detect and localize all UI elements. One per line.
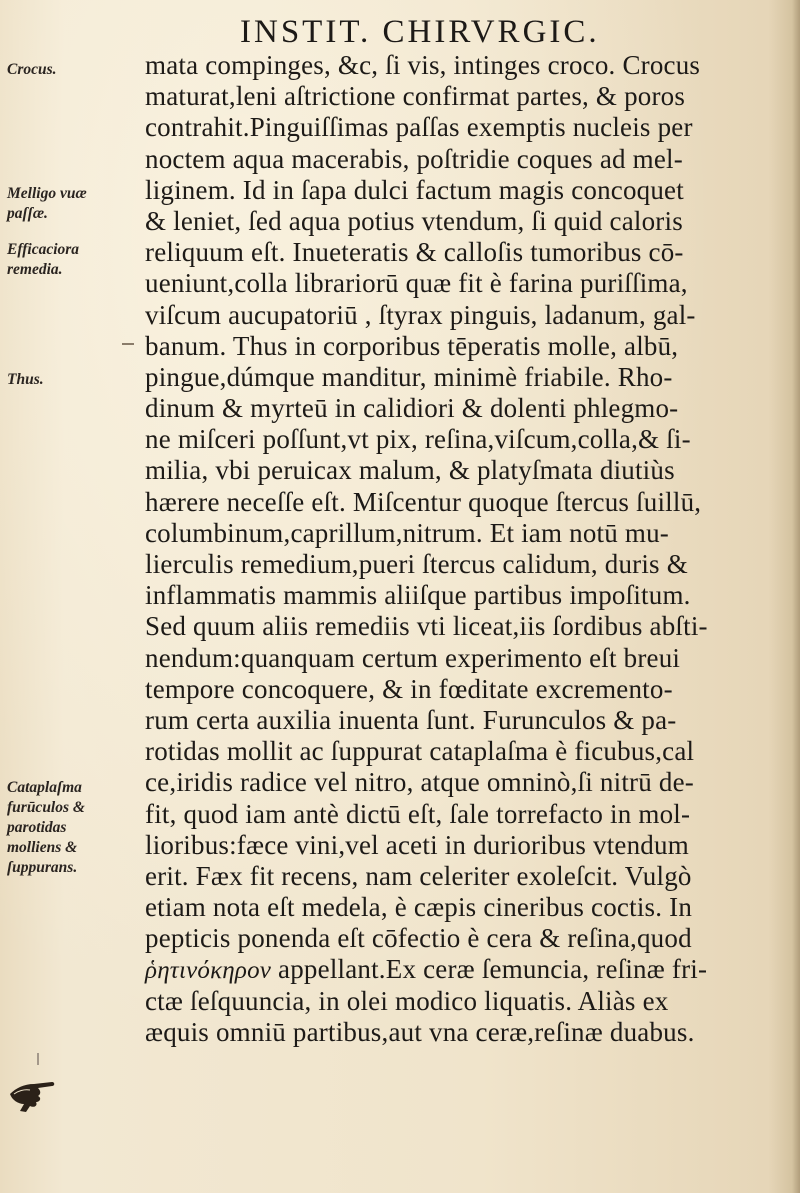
text-line: æquis omniū partibus,aut vna ceræ,reſinæ duabus.: [145, 1016, 695, 1047]
margin-note-line: remedia.: [7, 261, 63, 278]
text-line: ne miſceri poſſunt,vt pix, reſina,viſcum,colla,& ſi-: [145, 424, 691, 455]
text-line: dinum & myrteū in calidiori & dolenti phlegmo-: [145, 393, 679, 424]
running-head: INSTIT. CHIRVRGIC.: [240, 14, 600, 50]
text-line: ce,iridis radice vel nitro, atque omninò,ſi nitrū de-: [145, 767, 694, 798]
margin-dash: [122, 343, 134, 345]
text-line: fit, quod iam antè dictū eſt, ſale torrefacto in mol-: [145, 798, 691, 829]
text-line: nendum:quanquam certum experimento eſt breui: [145, 642, 681, 673]
text-line: banum. Thus in corporibus tēperatis molle, albū,: [145, 330, 679, 361]
text-line: rotidas mollit ac ſuppurat cataplaſma è ficubus,cal: [145, 736, 695, 767]
text-line: columbinum,caprillum,nitrum. Et iam notū mu-: [145, 517, 669, 548]
margin-note-crocus: [7, 60, 57, 80]
text-line: reliquum eſt. Inueteratis & calloſis tumoribus cō-: [145, 237, 684, 268]
margin-note-line: Melligo vuæ: [7, 185, 87, 202]
margin-note-line: ſuppurans.: [7, 859, 78, 876]
margin-note-line: Thus.: [7, 371, 44, 388]
text-line: noctem aqua macerabis, poſtridie coques ad mel-: [145, 143, 683, 174]
margin-note-line: Efficaciora: [7, 241, 80, 258]
margin-note-line: furūculos &: [7, 799, 85, 816]
text-line: viſcum aucupatoriū , ſtyrax pinguis, ladanum, gal-: [145, 299, 696, 330]
text-line: hærere neceſſe eſt. Miſcentur quoque ſtercus ſuillū,: [145, 486, 702, 517]
margin-note-cataplasma: [7, 778, 85, 878]
text-line: ueniunt,colla librariorū quæ fit è farina puriſſima,: [145, 268, 688, 299]
text-line: rum certa auxilia inuenta ſunt. Furunculos & pa-: [145, 704, 677, 735]
margin-note-line: Cataplaſma: [7, 779, 82, 796]
text-line: erit. Fæx fit recens, nam celeriter exoleſcit. Vulgò: [145, 860, 692, 891]
text-line: milia, vbi peruicax malum, & platyſmata diutiùs: [145, 455, 675, 486]
text-line: maturat,leni aſtrictione confirmat partes, & poros: [145, 81, 686, 112]
text-line: contrahit.Pinguiſſimas paſſas exemptis nucleis per: [145, 112, 693, 143]
text-line: pepticis ponenda eſt cōfectio è cera & reſina,quod: [145, 923, 692, 954]
text-line: tempore concoquere, & in fœditate excremento-: [145, 673, 673, 704]
text-line: etiam nota eſt medela, è cæpis cineribus coctis. In: [145, 892, 693, 923]
text-line-greek: [145, 954, 795, 985]
margin-note-line: Crocus.: [7, 61, 57, 78]
text-line-rest: appellant.Ex ceræ ſemuncia, reſinæ fri-: [278, 954, 708, 985]
margin-note-line: parotidas: [7, 819, 67, 836]
text-line: mata compinges, &c, ſi vis, intinges croco. Crocus: [145, 50, 701, 80]
text-line: pingue,dúmque manditur, minimè friabile. Rho-: [145, 361, 673, 392]
text-line: liginem. Id in ſapa dulci factum magis concoquet: [145, 174, 684, 205]
margin-note-line: molliens &: [7, 839, 78, 856]
text-line: inflammatis mammis aliiſque partibus impoſitum.: [145, 580, 691, 611]
margin-note-line: paſſæ.: [7, 205, 48, 222]
text-line: & leniet, ſed aqua potius vtendum, ſi quid caloris: [145, 205, 683, 236]
margin-note-melligo: [7, 184, 87, 224]
greek-word: ῥητινόκηρον: [145, 957, 272, 985]
text-line: Sed quum aliis remediis vti liceat,iis ſordibus abſti-: [145, 611, 708, 642]
body-text: [145, 50, 795, 1048]
text-line: lierculis remedium,pueri ſtercus calidum, duris &: [145, 549, 688, 579]
text-line: lioribus:fæce vini,vel aceti in durioribus vtendum: [145, 829, 689, 860]
manicule-icon: [8, 1064, 56, 1114]
margin-note-efficaciora: [7, 240, 79, 280]
text-line: ctæ ſeſquuncia, in olei modico liquatis. Aliàs ex: [145, 985, 669, 1016]
margin-note-thus: [7, 370, 44, 390]
